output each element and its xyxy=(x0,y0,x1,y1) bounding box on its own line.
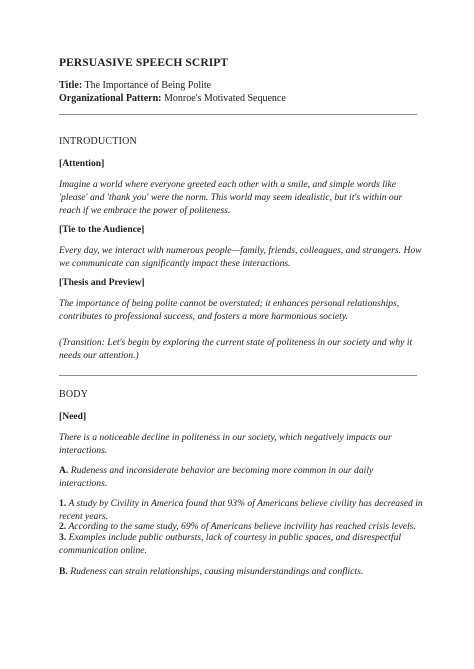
divider-top xyxy=(59,114,417,115)
evidence-marker-2: 2. xyxy=(59,521,67,532)
point-b-marker: B. xyxy=(59,566,68,577)
evidence-text-3: Examples include public outbursts, lack of courtesy in public spaces, and disrespectful communication online. xyxy=(59,532,402,557)
point-a-marker: A. xyxy=(59,465,69,476)
attention-paragraph: Imagine a world where everyone greeted each other with a smile, and simple words like 'please' and 'thank you' were the norm. This world may seem idealistic, but it's within our reach if we embrace the power of politeness. xyxy=(59,179,403,217)
point-b-text: Rudeness can strain relationships, causing misunderstandings and conflicts. xyxy=(70,566,364,577)
evidence-marker-3: 3. xyxy=(59,532,67,543)
meta-title-label: Title: xyxy=(59,80,83,91)
evidence-marker-1: 1. xyxy=(59,498,67,509)
meta-pattern-line xyxy=(59,93,286,104)
meta-pattern-label: Organizational Pattern: xyxy=(59,93,162,104)
thesis-paragraph: The importance of being polite cannot be overstated; it enhances personal relationships, contributes to professional success, and fosters a more harmonious society. xyxy=(59,298,400,323)
point-a-paragraph xyxy=(59,464,423,490)
section-heading-introduction: INTRODUCTION xyxy=(59,136,137,147)
tie-label: [Tie to the Audience] xyxy=(59,224,145,235)
tie-paragraph: Every day, we interact with numerous people—family, friends, colleagues, and strangers. How we communicate can significantly impact these interactions. xyxy=(59,245,422,270)
divider-middle xyxy=(59,375,417,376)
attention-label: [Attention] xyxy=(59,158,105,169)
thesis-label: [Thesis and Preview] xyxy=(59,277,145,288)
need-paragraph: There is a noticeable decline in politeness in our society, which negatively impacts our interactions. xyxy=(59,432,392,457)
need-label: [Need] xyxy=(59,411,87,422)
meta-title-value: The Importance of Being Polite xyxy=(84,80,212,91)
meta-pattern-value: Monroe's Motivated Sequence xyxy=(163,93,286,104)
evidence-text-1: A study by Civility in America found that 93% of Americans believe civility has decreased in recent years. xyxy=(59,498,423,523)
point-a-text: Rudeness and inconsiderate behavior are becoming more common in our daily interactions. xyxy=(59,465,374,490)
section-heading-body: BODY xyxy=(59,389,89,400)
point-b-paragraph xyxy=(59,565,423,578)
evidence-text-2: According to the same study, 69% of Americans believe incivility has reached crisis levels. xyxy=(68,521,416,532)
transition-paragraph: (Transition: Let's begin by exploring the current state of politeness in our society and why it needs our attention.) xyxy=(59,337,413,362)
document-title: PERSUASIVE SPEECH SCRIPT xyxy=(59,57,229,69)
evidence-item-3 xyxy=(59,531,423,557)
meta-title-line xyxy=(59,80,211,91)
